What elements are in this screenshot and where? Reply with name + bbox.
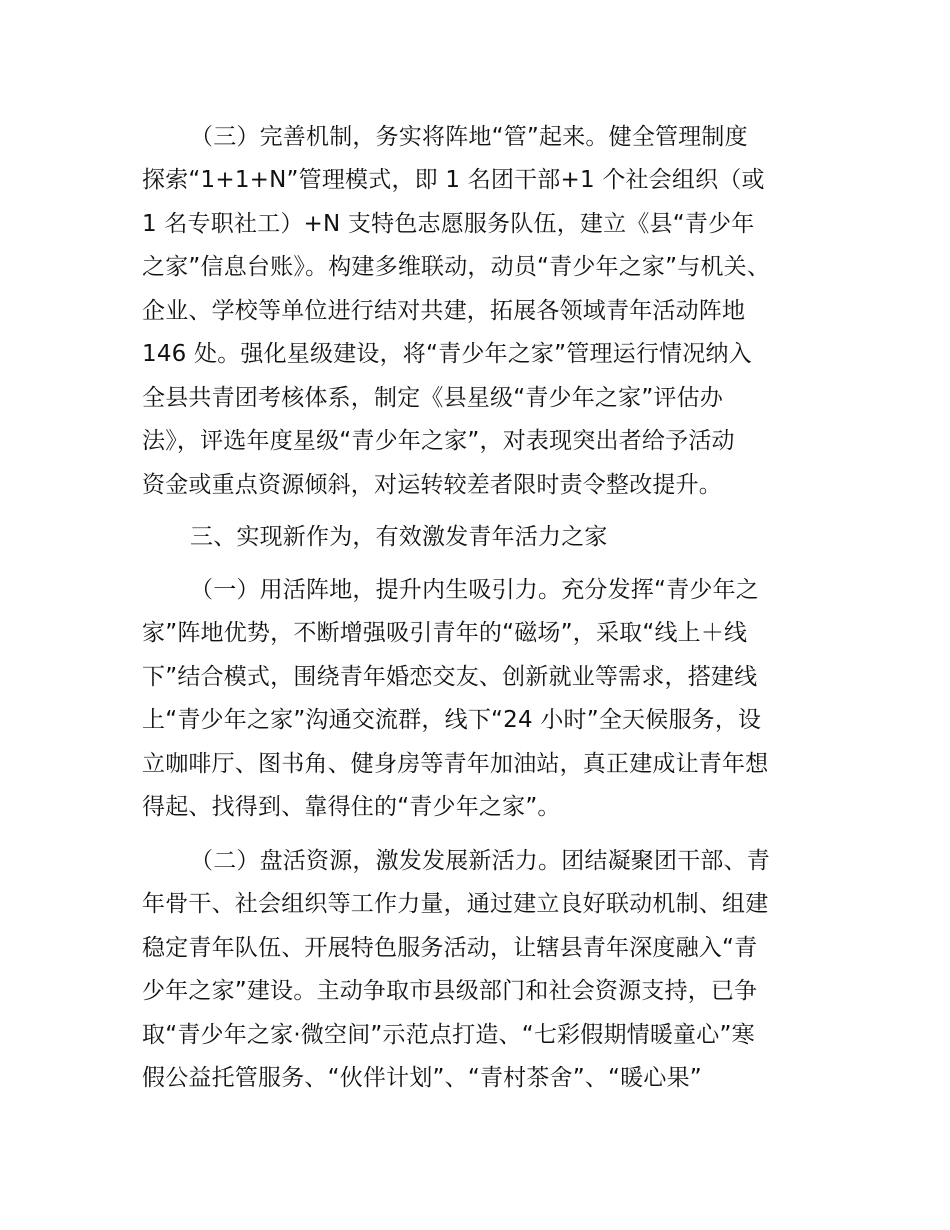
paragraph-line: 稳定青年队伍、开展特色服务活动，让辖县青年深度融入“青	[142, 935, 758, 961]
paragraph-line: 取“青少年之家·微空间”示范点打造、“七彩假期情暖童心”寒	[142, 1022, 755, 1048]
paragraph-line: 少年之家”建设。主动争取市县级部门和社会资源支持，已争	[142, 978, 758, 1004]
paragraph-line: （二）盘活资源，激发发展新活力。团结凝聚团干部、青	[190, 848, 770, 874]
paragraph-line: 法》，评选年度星级“青少年之家”，对表现突出者给予活动	[142, 428, 735, 454]
paragraph-line: 下”结合模式，围绕青年婚恋交友、创新就业等需求，搭建线	[142, 664, 758, 690]
paragraph-line: 1 名专职社工）+N 支特色志愿服务队伍，建立《县“青少年	[142, 211, 755, 237]
paragraph-line: 假公益托管服务、“伙伴计划”、“青村茶舍”、“暖心果”	[142, 1065, 702, 1091]
paragraph-line: 资金或重点资源倾斜，对运转较差者限时责令整改提升。	[142, 472, 722, 498]
paragraph-line: 之家”信息台账》。构建多维联动，动员“青少年之家”与机关、	[142, 254, 771, 280]
section-heading: 三、实现新作为，有效激发青年活力之家	[190, 524, 608, 550]
paragraph-line: 探索“1+1+N”管理模式，即 1 名团干部+1 个社会组织（或	[142, 167, 765, 193]
paragraph-line: 企业、学校等单位进行结对共建，拓展各领域青年活动阵地	[142, 298, 746, 324]
paragraph-line: （一）用活阵地，提升内生吸引力。充分发挥“青少年之	[190, 577, 759, 603]
paragraph-line: 家”阵地优势，不断增强吸引青年的“磁场”，采取“线上＋线	[142, 620, 748, 646]
paragraph-line: 上“青少年之家”沟通交流群，线下“24 小时”全天候服务，设	[142, 707, 762, 733]
paragraph-line: 全县共青团考核体系，制定《县星级“青少年之家”评估办	[142, 385, 724, 411]
paragraph-line: 年骨干、社会组织等工作力量，通过建立良好联动机制、组建	[142, 891, 769, 917]
paragraph-line: 得起、找得到、靠得住的“青少年之家”。	[142, 794, 561, 820]
paragraph-line: （三）完善机制，务实将阵地“管”起来。健全管理制度	[190, 124, 748, 150]
paragraph-line: 立咖啡厅、图书角、健身房等青年加油站，真正建成让青年想	[142, 751, 769, 777]
paragraph-line: 146 处。强化星级建设，将“青少年之家”管理运行情况纳入	[142, 341, 752, 367]
